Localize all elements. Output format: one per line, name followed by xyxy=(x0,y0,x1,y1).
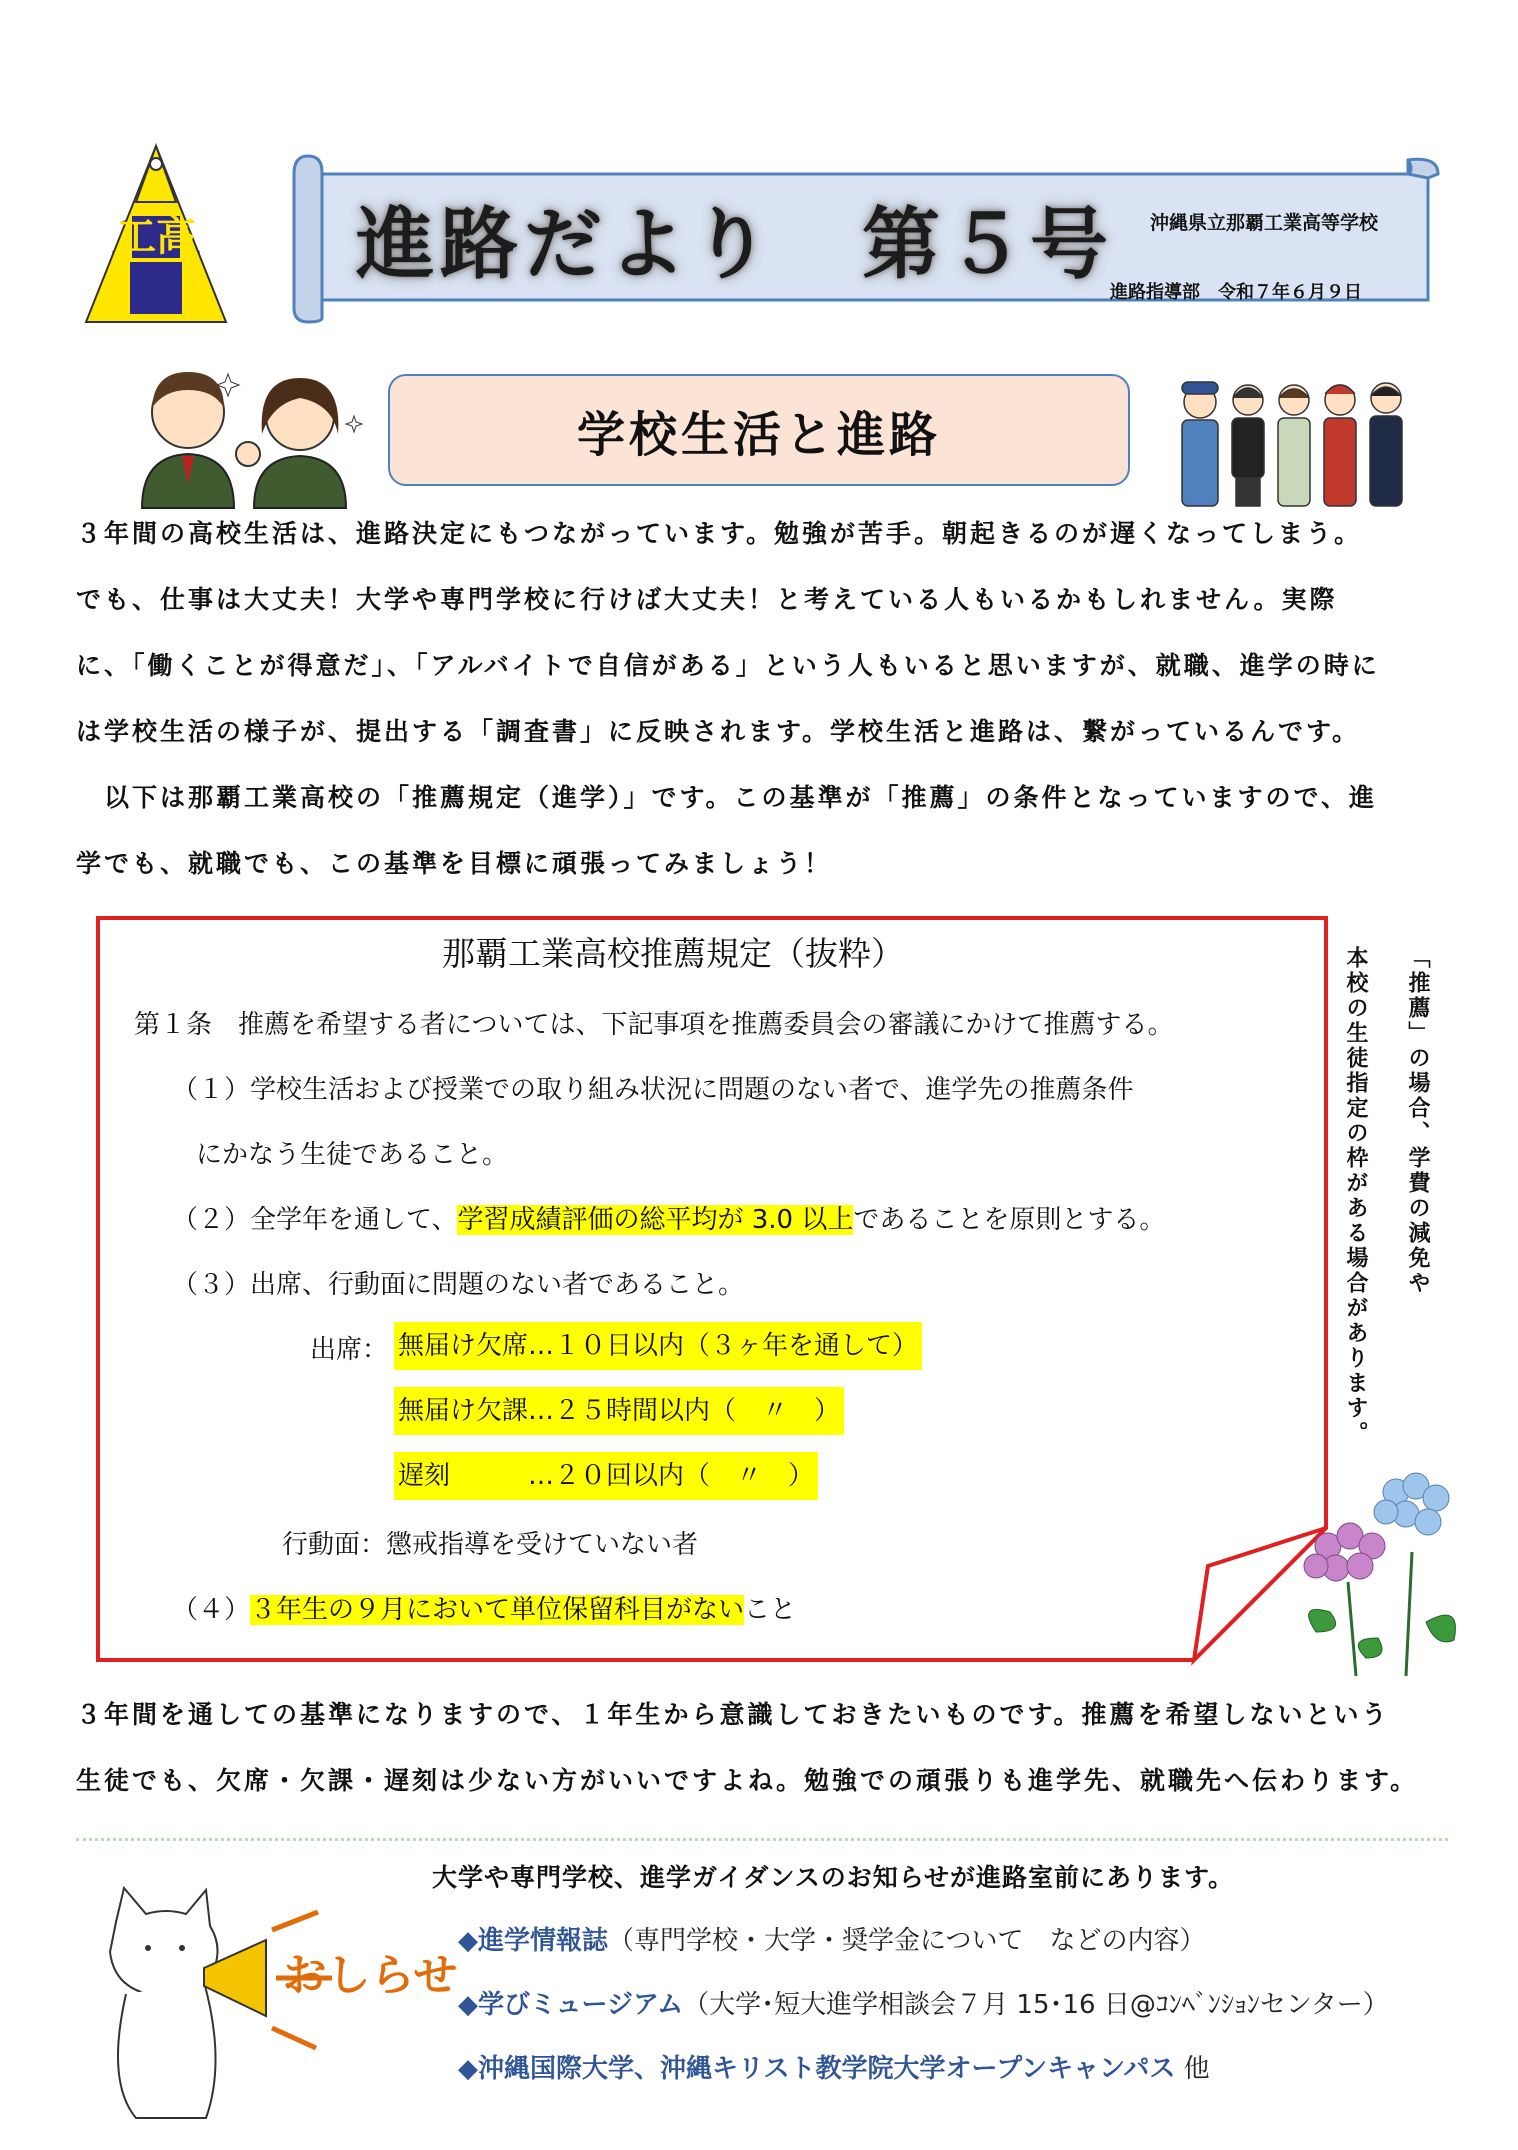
intro-line: 学でも、就職でも、この基準を目標に頑張ってみましょう！ xyxy=(76,849,833,878)
intro-line: でも、仕事は大丈夫！大学や専門学校に行けば大丈夫！と考えている人もいるかもしれません。実際 xyxy=(76,585,1338,614)
regulation-item-3: （３）出席、行動面に問題のない者であること。 xyxy=(172,1270,745,1300)
students-illustration xyxy=(128,354,364,508)
attendance-absence: 無届け欠席…１０日以内（３ヶ年を通して） xyxy=(394,1322,922,1370)
notice-item-detail: 他 xyxy=(1183,2054,1210,2084)
attendance-label: 出席： xyxy=(310,1335,389,1365)
dept-date: 進路指導部 令和７年６月９日 xyxy=(1110,282,1362,303)
closing-paragraph xyxy=(76,1682,1456,1814)
notice-item-label: ◆進学情報誌 xyxy=(458,1926,608,1956)
item4-prefix: （４） xyxy=(172,1595,251,1625)
side-note-line-1: 「推薦」の場合、学費の減免や xyxy=(1405,946,1430,1296)
intro-line: に、「働くことが得意だ」、「アルバイトで自信がある」という人もいると思いますが、就職、進学の時に xyxy=(76,651,1380,680)
school-logo xyxy=(72,142,240,328)
item4-suffix: こと xyxy=(744,1595,797,1625)
intro-line: は学校生活の様子が、提出する「調査書」に反映されます。学校生活と進路は、繋がっているんです。 xyxy=(76,717,1361,746)
intro-paragraph xyxy=(76,501,1446,897)
regulation-item-1a: （１）学校生活および授業での取り組み状況に問題のない者で、進学先の推薦条件 xyxy=(172,1075,1134,1105)
cat-megaphone-illustration xyxy=(86,1882,458,2122)
notice-item-detail: （大学･短大進学相談会７月 15･16 日@ｺﾝﾍﾞﾝｼｮﾝセンター） xyxy=(683,1990,1389,2020)
item4-highlight: ３年生の９月において単位保留科目がない xyxy=(250,1595,745,1625)
issue-number: 第５号 xyxy=(862,200,1115,290)
notice-item-label: ◆学びミュージアム xyxy=(458,1990,684,2020)
regulation-item-4 xyxy=(172,1590,796,1630)
logo-char-1: 工高 xyxy=(116,214,196,260)
item2-suffix: であることを原則とする。 xyxy=(853,1205,1166,1235)
attendance-class-absence: 無届け欠課…２５時間以内（ 〃 ） xyxy=(394,1387,844,1435)
regulation-item-1b: にかなう生徒であること。 xyxy=(196,1140,509,1170)
regulation-title: 那覇工業高校推薦規定（抜粋） xyxy=(442,934,904,973)
notice-item-detail: （専門学校・大学・奨学金について などの内容） xyxy=(608,1926,1206,1956)
notice-heading: 大学や専門学校、進学ガイダンスのお知らせが進路室前にあります。 xyxy=(432,1863,1235,1892)
regulation-item-2 xyxy=(172,1200,1165,1240)
notice-item-label: ◆沖縄国際大学、沖縄キリスト教学院大学オープンキャンパス xyxy=(458,2054,1176,2084)
notice-item xyxy=(458,1920,1205,1957)
notice-item xyxy=(458,2048,1210,2085)
school-name: 沖縄県立那覇工業高等学校 xyxy=(1150,212,1379,234)
newsletter-title xyxy=(356,182,1114,294)
behavior-criterion: 行動面：懲戒指導を受けていない者 xyxy=(282,1530,699,1560)
intro-line: 以下は那覇工業高校の「推薦規定（進学）」です。この基準が「推薦」の条件となっていますので、進 xyxy=(76,783,1378,812)
closing-line: ３年間を通しての基準になりますので、１年生から意識しておきたいものです。推薦を希望しないという xyxy=(76,1700,1390,1729)
intro-line: ３年間の高校生活は、進路決定にもつながっています。勉強が苦手。朝起きるのが遅くなってしまう。 xyxy=(76,519,1363,548)
attendance-late: 遅刻 …２０回以内（ 〃 ） xyxy=(394,1452,818,1500)
title-main: 進路だより xyxy=(356,200,777,290)
item2-highlight: 学習成績評価の総平均が 3.0 以上 xyxy=(457,1205,854,1235)
workers-illustration xyxy=(1160,368,1422,508)
section-divider xyxy=(76,1838,1448,1841)
regulation-article: 第１条 推薦を希望する者については、下記事項を推薦委員会の審議にかけて推薦する。 xyxy=(134,1010,1174,1040)
section-title: 学校生活と進路 xyxy=(576,407,941,463)
hydrangea-illustration xyxy=(1286,1462,1462,1680)
side-note-line-2: 本校の生徒指定の枠がある場合があります。 xyxy=(1343,946,1368,1446)
item2-prefix: （２）全学年を通して、 xyxy=(172,1205,458,1235)
closing-line: 生徒でも、欠席・欠課・遅刻は少ない方がいいですよね。勉強での頑張りも進学先、就職先へ伝わります。 xyxy=(76,1766,1419,1795)
notice-item xyxy=(458,1984,1389,2021)
notice-badge: おしらせ xyxy=(282,1950,458,2001)
